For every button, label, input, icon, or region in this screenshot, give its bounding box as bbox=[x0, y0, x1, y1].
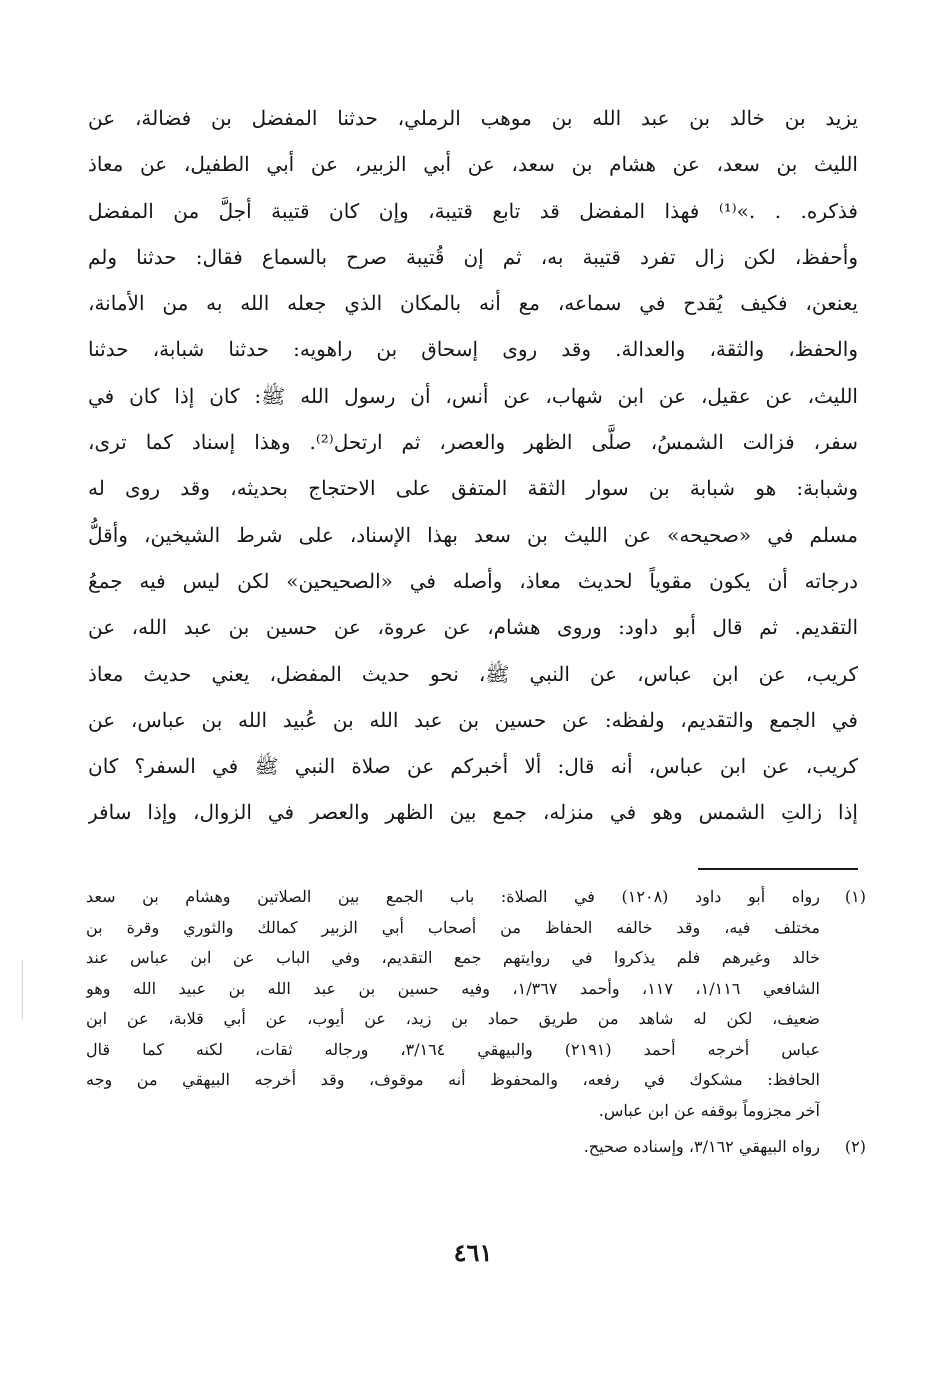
footnote-line: رواه البيهقي ٣/١٦٢، وإسناده صحيح. bbox=[583, 1137, 820, 1156]
text-line: كريب، عن ابن عباس، أنه قال: ألا أخبركم عن صلاة النبي ﷺ في السفر؟ كان bbox=[88, 754, 858, 779]
text-line: وشبابة: هو شبابة بن سوار الثقة المتفق على الاحتجاج بحديثه، وقد روى له bbox=[88, 476, 858, 501]
text-line: وأحفظ، لكن زال تفرد قتيبة به، ثم إن قُتيبة صرح بالسماع فقال: حدثنا ولم bbox=[88, 244, 858, 269]
footnote-line: رواه أبو داود (١٢٠٨) في الصلاة: باب الجمع بين الصلاتين وهشام بن سعد bbox=[86, 887, 820, 906]
text-line: درجاته أن يكون مقوياً لحديث معاذ، وأصله في «الصحيحين» لكن ليس فيه جمعُ bbox=[88, 568, 858, 593]
text-line: الليث، عن عقيل، عن ابن شهاب، عن أنس، أن رسول الله ﷺ: كان إذا كان في bbox=[88, 383, 858, 408]
page-number: ٤٦١ bbox=[453, 1238, 493, 1267]
footnote-2 bbox=[86, 1132, 866, 1163]
footnote-line: الشافعي ١/١١٦، ١١٧، وأحمد ١/٣٦٧، وفيه حسين بن عبد الله بن عبيد الله وهو bbox=[86, 978, 820, 998]
scan-edge-mark bbox=[22, 960, 29, 1020]
footnote-divider bbox=[698, 868, 858, 870]
text-line: التقديم. ثم قال أبو داود: وروى هشام، عن عروة، عن حسين بن عبد الله، عن bbox=[88, 615, 858, 640]
footnote-line: عباس أخرجه أحمد (٢١٩١) والبيهقي ٣/١٦٤، ورجاله ثقات، لكنه كما قال bbox=[86, 1039, 820, 1059]
text-line: في الجمع والتقديم، ولفظه: عن حسين بن عبد الله بن عُبيد الله بن عباس، عن bbox=[88, 707, 858, 732]
text-line: فذكره. . .»⁽¹⁾ فهذا المفضل قد تابع قتيبة، وإن كان قتيبة أجلَّ من المفضل bbox=[88, 198, 858, 223]
text-line: كريب، عن ابن عباس، عن النبي ﷺ، نحو حديث المفضل، يعني حديث معاذ bbox=[88, 661, 858, 686]
text-line: سفر، فزالت الشمسُ، صلَّى الظهر والعصر، ثم ارتحل⁽²⁾. وهذا إسناد كما ترى، bbox=[88, 430, 858, 455]
footnote-line: خالد وغيرهم فلم يذكروا في روايتهم جمع التقديم، وفي الباب عن ابن عباس عند bbox=[86, 948, 820, 967]
footnotes bbox=[86, 882, 866, 1163]
text-line: إذا زالتِ الشمس وهو في منزله، جمع بين الظهر والعصر في الزوال، وإذا سافر bbox=[88, 800, 858, 825]
text-line: مسلم في «صحيحه» عن الليث بن سعد بهذا الإسناد، على شرط الشيخين، وأقلُّ bbox=[88, 522, 858, 547]
footnote-line: آخر مجزوماً بوقفه عن ابن عباس. bbox=[598, 1100, 820, 1120]
footnote-1 bbox=[86, 882, 866, 1126]
text-line: يزيد بن خالد بن عبد الله بن موهب الرملي، حدثنا المفضل بن فضالة، عن bbox=[88, 106, 858, 130]
footnote-line: مختلف فيه، وقد خالفه الحفاظ من أصحاب أبي الزبير كمالك والثوري وقرة بن bbox=[86, 917, 820, 937]
footnote-line: ضعيف، لكن له شاهد من طريق حماد بن زيد، عن أيوب، عن أبي قلابة، عن ابن bbox=[86, 1009, 820, 1028]
text-line: يعنعن، فكيف يُقدح في سماعه، مع أنه بالمكان الذي جعله الله به من الأمانة، bbox=[88, 291, 858, 316]
footnote-line: الحافظ: مشكوك في رفعه، والمحفوظ أنه موقوف، وقد أخرجه البيهقي من وجه bbox=[86, 1070, 820, 1089]
footnote-number: (٢) bbox=[844, 1137, 866, 1156]
text-line: والحفظ، والثقة، والعدالة. وقد روى إسحاق بن راهويه: حدثنا شبابة، حدثنا bbox=[88, 337, 858, 362]
text-line: الليث بن سعد، عن هشام بن سعد، عن أبي الزبير، عن أبي الطفيل، عن معاذ bbox=[88, 152, 858, 177]
main-text bbox=[88, 95, 858, 836]
footnote-number: (١) bbox=[844, 887, 866, 906]
